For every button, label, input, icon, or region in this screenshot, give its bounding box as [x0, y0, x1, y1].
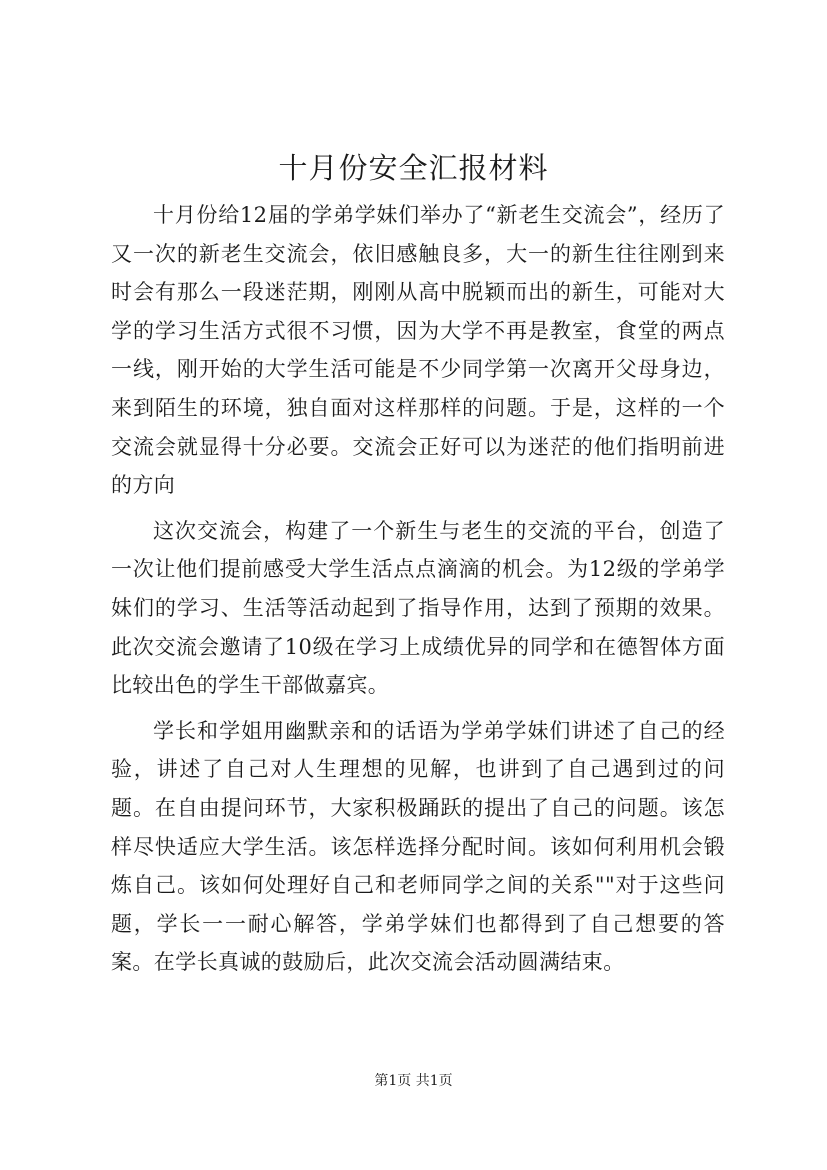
document-title: 十月份安全汇报材料	[278, 151, 549, 185]
page-number-footer: 第1页 共1页	[374, 1073, 453, 1089]
paragraph-1: 十月份给12届的学弟学妹们举办了“新老生交流会”，经历了又一次的新老生交流会，依旧感触良多，大一的新生往往刚到来时会有那么一段迷茫期，刚刚从高中脱颖而出的新生，可能对大学的学习生活方式很不习惯，因为大学不再是教室，食堂的两点一线，刚开始的大学生活可能是不少同学第一次离开父母身边，来到陌生的环境，独自面对这样那样的问题。于是，这样的一个交流会就显得十分必要。交流会正好可以为迷茫的他们指明前进的方向	[111, 203, 725, 498]
paragraph-3: 学长和学姐用幽默亲和的话语为学弟学妹们讲述了自己的经验，讲述了自己对人生理想的见解，也讲到了自己遇到过的问题。在自由提问环节，大家积极踊跃的提出了自己的问题。该怎样尽快适应大学生活。该怎样选择分配时间。该如何利用机会锻炼自己。该如何处理好自己和老师同学之间的关系""对于这些问题，学长一一耐心解答，学弟学妹们也都得到了自己想要的答案。在学长真诚的鼓励后，此次交流会活动圆满结束。	[111, 718, 725, 975]
document-body	[111, 196, 725, 989]
paragraph-2: 这次交流会，构建了一个新生与老生的交流的平台，创造了一次让他们提前感受大学生活点点滴滴的机会。为12级的学弟学妹们的学习、生活等活动起到了指导作用，达到了预期的效果。此次交流会邀请了10级在学习上成绩优异的同学和在德智体方面比较出色的学生干部做嘉宾。	[111, 518, 725, 698]
